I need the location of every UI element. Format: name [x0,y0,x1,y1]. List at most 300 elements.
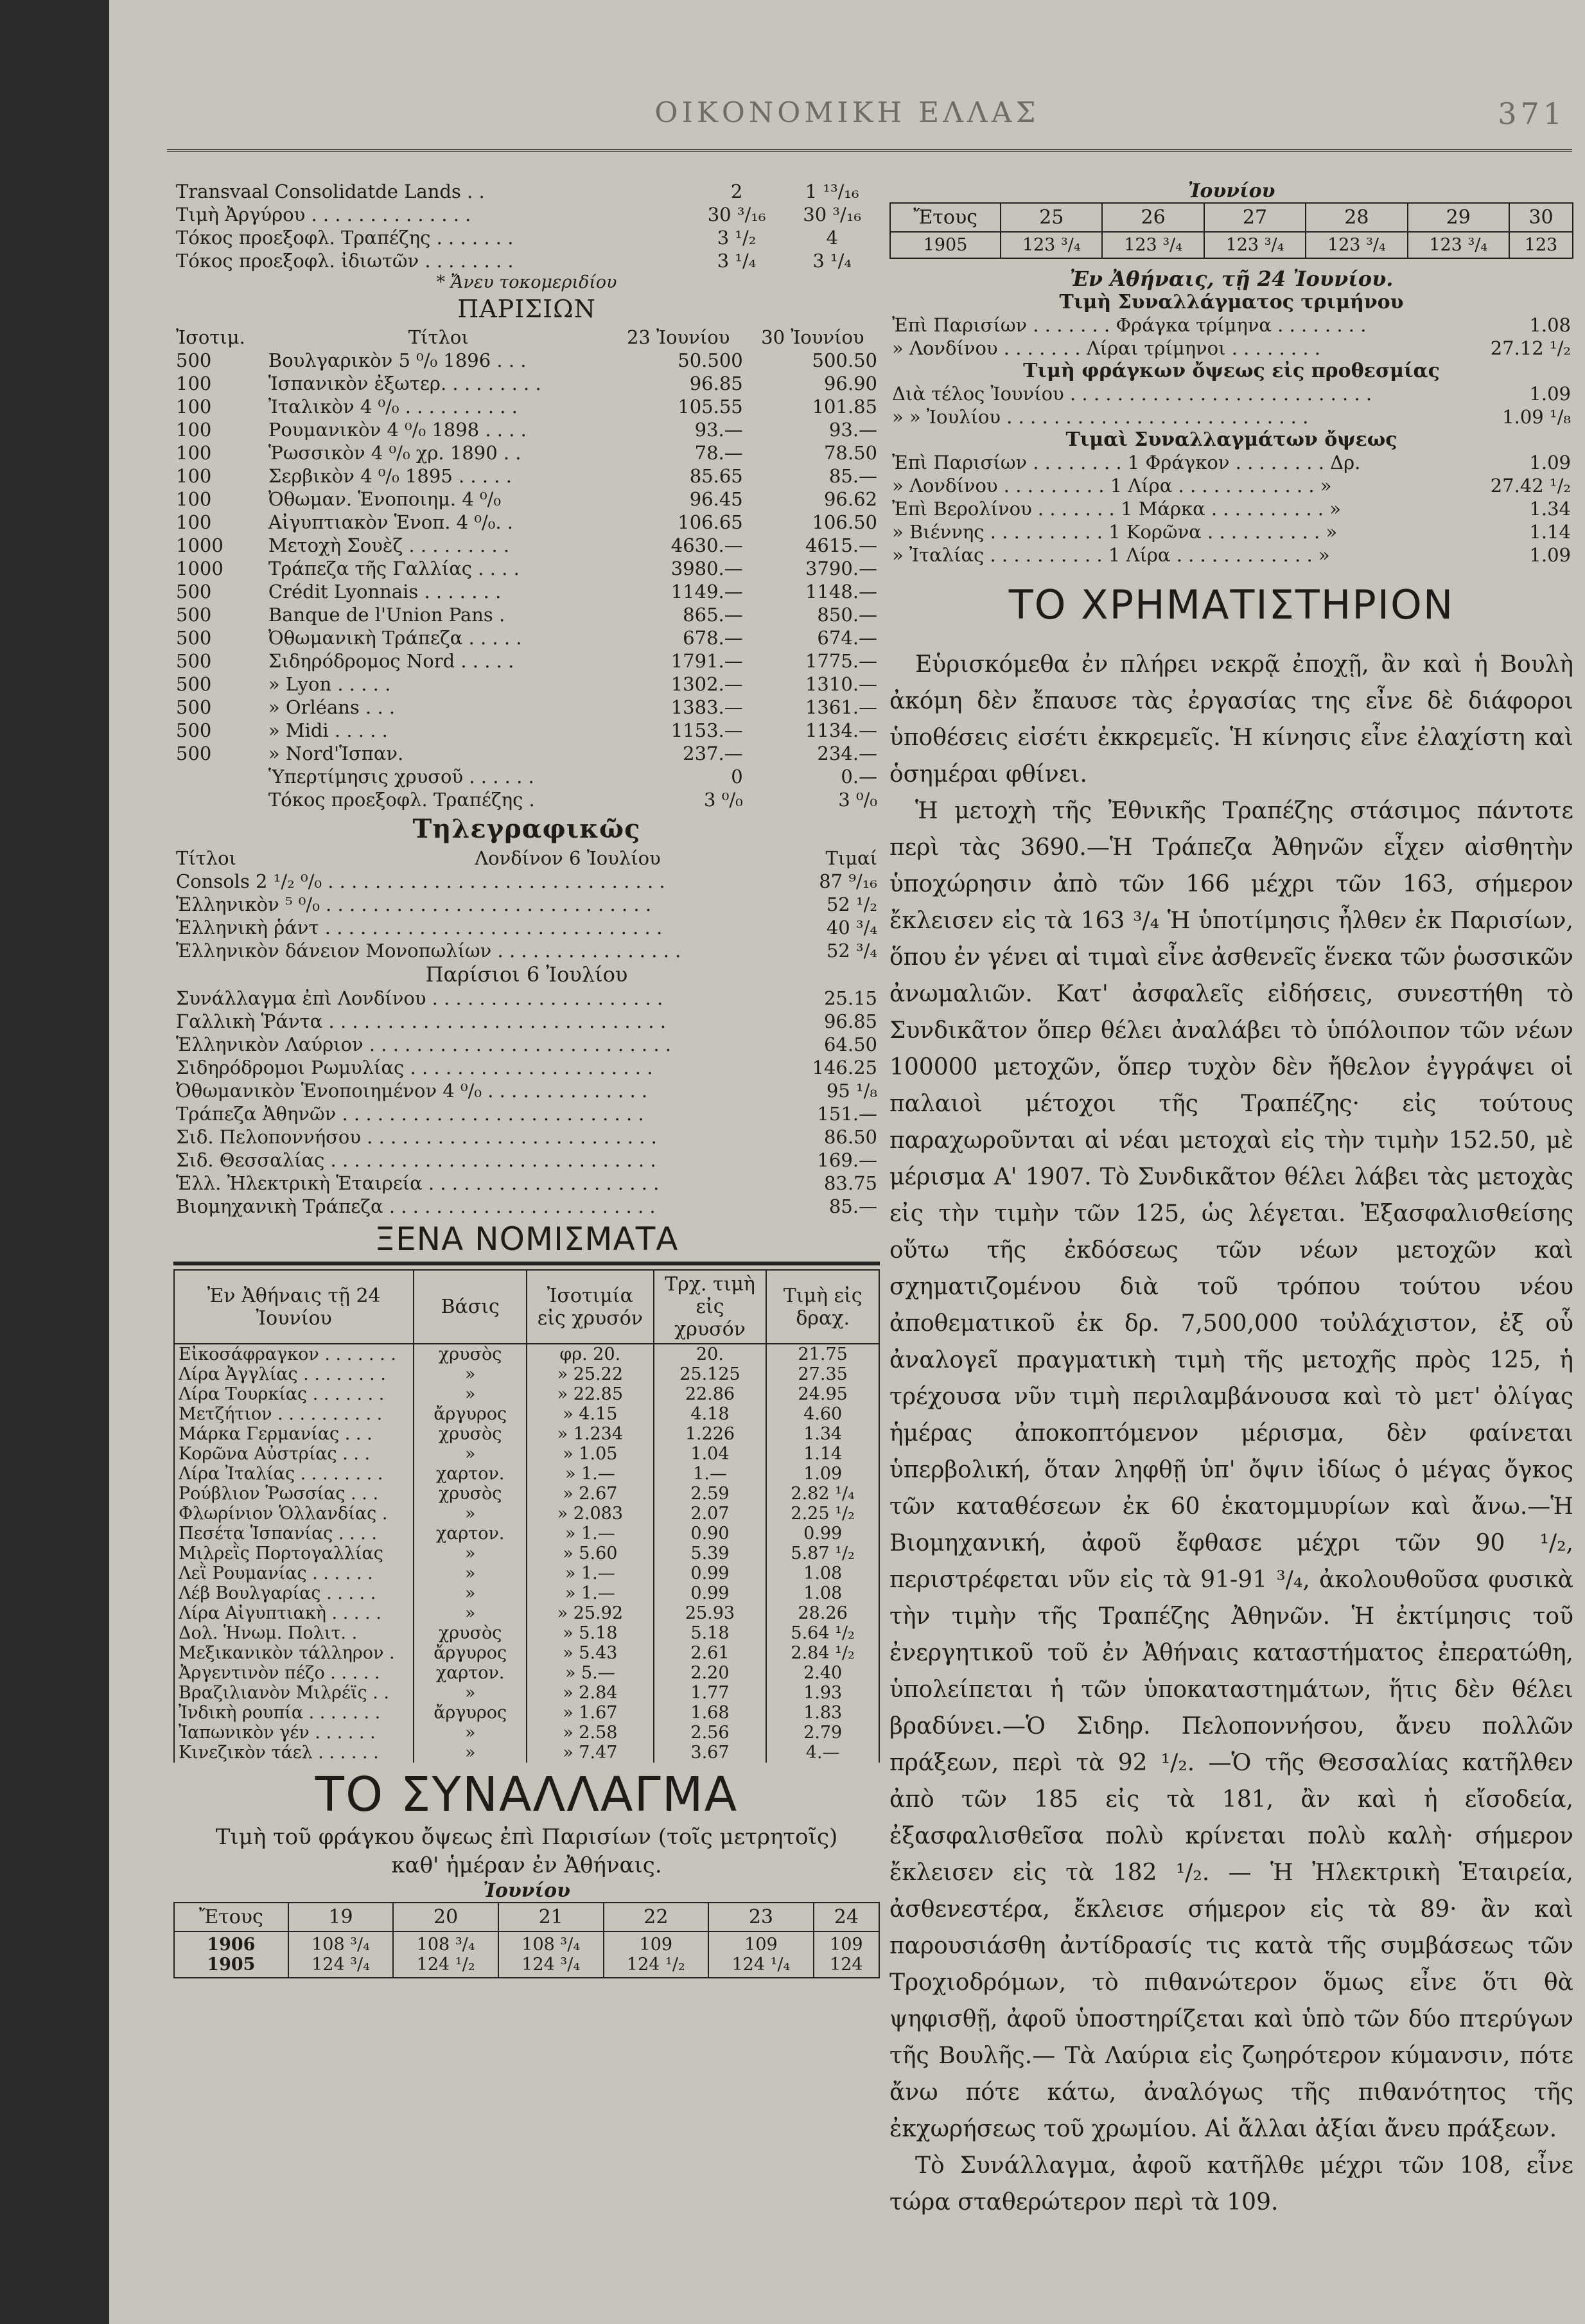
paris-face: 100 [176,511,212,533]
paris-name: Σερβικὸν 4 ⁰/₀ 1895 . . . . . [268,465,512,487]
telegraph-header [173,847,880,870]
paris-v2: 101.85 [812,396,877,418]
telegraph-paris-row [173,987,880,1010]
coin-basis: » [414,1444,527,1464]
top-list-row [173,203,880,226]
coin-dr: 1.08 [766,1563,879,1583]
sec3-value: 1.14 [1529,521,1571,543]
coin-basis: χαρτον. [414,1524,527,1544]
telegraph-paris-value: 169.— [817,1149,877,1171]
paris-face [173,765,266,788]
coin-name: Κορῶνα Αὐστρίας . . . [174,1444,414,1464]
coin-dr: 5.87 ¹/₂ [766,1544,879,1563]
paris-face: 500 [176,627,212,649]
paris-row [173,788,880,811]
sec2-row [889,382,1573,405]
coin-row [174,1723,879,1743]
telegraph-value: 87 ⁹/₁₆ [819,870,877,892]
coin-curr: 20. [654,1344,767,1364]
col-date-2: 30 Ἰουνίου [761,326,864,348]
telegraph-paris-table [173,987,880,1218]
sec3-title: Τιμαὶ Συναλλαγμάτων ὄψεως [1065,428,1397,451]
paris-row [173,464,880,488]
paris-face: 100 [176,419,212,441]
top-list-label: Τόκος προεξοφλ. ἰδιωτῶν . . . . . . . . [176,250,514,272]
paris-face: 500 [176,743,212,764]
sec1-label: » Λονδίνου . . . . . . . Λίραι τρίμηνοι . . . . . . . . [892,337,1320,359]
paris-face [173,788,266,811]
article-title: ΤΟ ΧΡΗΜΑΤΙΣΤΗΡΙΟΝ [1008,581,1455,628]
paris-row [173,441,880,464]
col-face: Ἰσοτιμ. [176,326,245,348]
paris-row [173,673,880,696]
coins-h-curr: Τρχ. τιμὴ εἰς χρυσόν [654,1270,767,1344]
coin-curr: 2.56 [654,1723,767,1743]
coin-curr: 1.226 [654,1424,767,1444]
coins-top-rule [173,1262,880,1265]
coin-name: Μιλρεῒς Πορτογαλλίας [174,1544,414,1563]
coin-basis: » [414,1683,527,1703]
sec1-label: Ἐπὶ Παρισίων . . . . . . . Φράγκα τρίμηνα . . . . . . . . [892,314,1367,336]
foreign-coins-title: ΞΕΝΑ ΝΟΜΙΣΜΑΤΑ [374,1220,679,1258]
top-list-a: 3 ¹/₂ [717,227,757,249]
exchange-right-day: 26 [1102,203,1204,232]
coin-row [174,1464,879,1484]
top-list-a: 3 ¹/₄ [717,250,757,272]
exchange-right-day: 30 [1509,203,1573,232]
coin-name: Λεῒ Ρουμανίας . . . . . . [174,1563,414,1583]
exchange-value-1906: 109 [744,1935,778,1955]
exchange-cell [498,1932,604,1978]
top-list-b: 1 ¹³/₁₆ [805,180,859,202]
paris-v1: 678.— [683,627,743,649]
sec3-value: 1.09 [1529,544,1571,566]
paris-v1: 3980.— [670,558,743,579]
coin-basis: » [414,1603,527,1623]
coin-row [174,1364,879,1384]
sec2-value: 1.09 [1529,383,1571,405]
coins-h-place: Ἐν Ἀθήναις τῇ 24 Ἰουνίου [174,1270,414,1344]
paris-v2: 234.— [817,743,877,764]
exchange-right-value: 123 ³/₄ [1408,232,1509,258]
paris-name: Ἱσπανικὸν ἐξωτερ. . . . . . . . . [268,373,541,394]
coin-basis: χαρτον. [414,1464,527,1484]
sec2-title: Τιμὴ φράγκων ὄψεως εἰς προθεσμίας [1023,360,1440,382]
coin-parity: » 4.15 [527,1404,654,1424]
coin-row [174,1424,879,1444]
telegraph-paris-value: 96.85 [823,1010,877,1032]
telegraph-paris-name: Ἑλλ. Ἠλεκτρικὴ Ἑταιρεία . . . . . . . . . . . . . . . . . . . . [176,1172,660,1194]
coin-curr: 3.67 [654,1743,767,1763]
sec3-value: 1.34 [1529,498,1571,520]
exchange-right-value: 123 [1509,232,1573,258]
paris-row [173,511,880,534]
telegraph-value: 52 ¹/₂ [826,894,877,915]
exchange-value-1906: 109 [639,1935,673,1955]
paris-v2: 1361.— [805,696,877,718]
article-paragraph: Ἡ μετοχὴ τῆς Ἐθνικῆς Τραπέζης στάσιμος πάντοτε περὶ τὰς 3690.—Ἡ Τράπεζα Ἀθηνῶν εἶχεν αἰσθητὴν ὑποχώρησιν ἀπὸ τῶν 166 μέχρι τῶν 163, σήμερον ἔκλεισεν εἰς τὰ 163 ³/₄ Ἡ ὑποτίμησις ἦλθεν ἐκ Παρισίων, ὅπου ἐν γένει αἱ τιμαὶ εἶνε ἀσθενεῖς ἕνεκα τῶν ῥωσσικῶν ἀνωμαλιῶν. Κατ' ἀσφαλεῖς εἰδήσεις, συνεστήθη τὸ Συνδικᾶτον ὅπερ θέλει ἀναλάβει τὸ ὑπόλοιπον τῶν νέων 100000 μετοχῶν, ὅπερ τυχὸν δὲν ἤθελον ἐγγράψει οἱ παλαιοὶ μέτοχοι τῆς Τραπέζης· εἰς τούτους παραχωροῦνται αἱ νέαι μετοχαὶ εἰς τὴν τιμὴν 152.50, μὲ μέρισμα Α' 1907. Τὸ Συνδικᾶτον θέλει λάβει τὰς μετοχὰς εἰς τὴν τιμὴν τῶν 125, ὡς λέγεται. Ἐξασφαλισθείσης οὕτω τῆς ἐκδόσεως τῶν νέων μετοχῶν καὶ σχηματιζομένου διὰ τοῦ τρόπου τούτου νέου ἀποθεματικοῦ ἐκ δρ. 7,500,000 τοὐλάχιστον, ἐξ οὗ ἀναλογεῖ πραγματικὴ τιμὴ τῆς μετοχῆς πρὸς 125, ἡ τρέχουσα νῦν τιμὴ περιλαμβάνουσα καὶ τὸ μετ' ὀλίγας ἡμέρας ἀποκοπτόμενον μέρισμα, δὲν φαίνεται ὑπερβολική, ὅταν ληφθῇ ὑπ' ὄψιν ἰδίως ὁ μέγας ὄγκος τῶν καταθέσεων ἐκ 60 ἑκατομμυρίων καὶ ἄνω.—Ἡ Βιομηχανική, ἀφοῦ ἔφθασε μέχρι τῶν 90 ¹/₂, περιστρέφεται νῦν εἰς τὰ 91-91 ³/₄, ἀκολουθοῦσα φυσικὰ τὴν τιμὴν τῆς Τραπέζης Ἀθηνῶν. Ἡ ἐκτίμησις τοῦ ἐνεργητικοῦ τοῦ ἐν Ἀθήναις καταστήματος ἐπερατώθη, ὑπολείπεται ἡ τῶν ὑποκαταστημάτων, ἥτις δὲν θέλει βραδύνει.—Ὁ Σιδηρ. Πελοποννήσου, ἄνευ πολλῶν πράξεων, περὶ τὰ 92 ¹/₂. —Ὁ τῆς Θεσσαλίας κατῆλθεν ἀπὸ τῶν 185 εἰς τὰ 181, ἂν καὶ ἡ εἴσοδεία, ἐξασφαλισθεῖσα πολὺ κρίνεται πολὺ καλὴ· σήμερον ἔκλεισεν εἰς τὰ 182 ¹/₂. — Ἡ Ἠλεκτρικὴ Ἑταιρεία, ἀσθενεστέρα, ἔκλεισε σήμερον εἰς τὰ 89· ἂν καὶ παρουσιάσθη ἀντίδρασίς τις κατὰ τῆς συμβάσεως τῶν Τροχιοδρόμων, τὸ πιθανώτερον ὅμως εἶνε ὅτι θὰ ψηφισθῇ, ἀφοῦ ὑποστηρίζεται καὶ ὑπὸ τῶν δύο πτερύγων τῆς Βουλῆς.— Τὰ Λαύρια εἰς ζωηρότερον κύμανσιν, πότε ἄνω πότε κάτω, ἀναλόγως τῆς πιθανότητος τῆς ἐκχωρήσεως τοῦ χρωμίου. Αἱ ἄλλαι ἀξίαι ἄνευ πράξεων. [889,798,1573,2142]
coin-row [174,1583,879,1603]
telegraph-name: Ἑλληνικὸν δάνειον Μονοπωλίων . . . . . . . . . . . . . . . . [176,940,681,962]
telegraph-paris-row [173,1010,880,1033]
sec3-row [889,543,1573,567]
telegraph-paris-row [173,1149,880,1172]
coin-basis: » [414,1723,527,1743]
paris-v1: 50.500 [678,349,743,371]
paris-v2: 85.— [828,465,877,487]
exchange-cell [604,1932,709,1978]
coins-h-drachma: Τιμὴ εἰς δραχ. [766,1270,879,1344]
coin-curr: 25.93 [654,1603,767,1623]
paris-title: ΠΑΡΙΣΙΩΝ [457,295,596,323]
paris-face: 100 [176,396,212,418]
telegraph-paris-value: 95 ¹/₈ [826,1080,877,1102]
paris-header [173,326,880,349]
exchange-right-day: 25 [1001,203,1102,232]
paris-face: 500 [176,673,212,695]
telegraph-paris-value: 86.50 [823,1126,877,1148]
coin-dr: 2.82 ¹/₄ [766,1484,879,1504]
coin-parity: » 1.— [527,1464,654,1484]
article-paragraph: Τὸ Συνάλλαγμα, ἀφοῦ κατῆλθε μέχρι τῶν 108, εἶνε τώρα σταθερώτερον περὶ τὰ 109. [889,2152,1573,2215]
coin-parity: » 5.43 [527,1643,654,1663]
coin-dr: 21.75 [766,1344,879,1364]
paris-v1: 93.— [694,419,743,441]
telegraph-paris-row [173,1033,880,1056]
exchange-cell [288,1932,394,1978]
telegraph-name: Ἑλληνικὸν ⁵ ⁰/₀ . . . . . . . . . . . . . . . . . . . . . . . . . . . . [176,894,652,915]
telegraph-paris-value: 64.50 [823,1034,877,1055]
telegraph-value: 40 ³/₄ [826,917,877,938]
article-paragraph: Εὑρισκόμεθα ἐν πλήρει νεκρᾷ ἐποχῇ, ἂν καὶ ἡ Βουλὴ ἀκόμη δὲν ἔπαυσε τὰς ἐργασίας της εἶνε δὲ διάφοροι ὑποθέσεις εἰσέτι ἐκκρεμεῖς. Ἡ κίνησις εἶνε ἐλαχίστη καὶ ὁσημέραι φθίνει. [889,651,1573,788]
paris-name: Ἰταλικὸν 4 ⁰/₀ . . . . . . . . . . [268,396,518,418]
coin-name: Εἰκοσάφραγκον . . . . . . . [174,1344,414,1364]
exchange-title: ΤΟ ΣΥΝΑΛΛΑΓΜΑ [315,1767,739,1822]
exchange-subtitle-1: Τιμὴ τοῦ φράγκου ὄψεως ἐπὶ Παρισίων (τοῖς μετρητοῖς) [215,1824,838,1850]
paris-row [173,696,880,719]
exchange-right-day: 28 [1306,203,1407,232]
paris-face: 500 [176,581,212,603]
exchange-right-value: 123 ³/₄ [1306,232,1407,258]
coin-basis: ἄργυρος [414,1643,527,1663]
paris-table [173,326,880,811]
paris-v1: 237.— [683,743,743,764]
telegraph-paris-name: Σιδηρόδρομοι Ρωμυλίας . . . . . . . . . . . . . . . . . . . . . [176,1057,653,1078]
top-list-label: Transvaal Consolidatde Lands . . [176,180,485,202]
coin-basis: χρυσὸς [414,1484,527,1504]
exchange-month: Ἰουνίου [483,1879,570,1902]
paris-name: Ὑπερτίμησις χρυσοῦ . . . . . . [268,766,534,788]
sec3-label: » Λονδίνου . . . . . . . . . 1 Λίρα . . . . . . . . . . . . » [892,475,1332,497]
telegraph-paris-name: Ὀθωμανικὸν Ἑνοποιημένον 4 ⁰/₀ . . . . . . . . . . . . . . [176,1080,648,1102]
coin-dr: 2.40 [766,1663,879,1683]
exchange-right-value: 123 ³/₄ [1001,232,1102,258]
paris-v1: 4630.— [670,534,743,556]
coin-basis: » [414,1544,527,1563]
paris-v2: 78.50 [823,442,877,464]
paris-v2: 1775.— [805,650,877,672]
paris-name: Βουλγαρικὸν 5 ⁰/₀ 1896 . . . [268,349,527,371]
col-date-1: 23 Ἰουνίου [626,326,730,348]
coin-basis: ἄργυρος [414,1703,527,1723]
coin-curr: 1.68 [654,1703,767,1723]
telegraph-paris-value: 151.— [817,1103,877,1125]
exchange-value-1906: 108 ³/₄ [521,1935,581,1955]
page-header [109,96,1585,154]
coin-dr: 1.08 [766,1583,879,1603]
coin-parity: » 5.60 [527,1544,654,1563]
coin-curr: 5.18 [654,1623,767,1643]
top-list-b: 3 ¹/₄ [812,250,852,272]
coin-curr: 2.61 [654,1643,767,1663]
paris-row [173,649,880,673]
coin-curr: 2.07 [654,1504,767,1524]
header-rule [167,149,1572,152]
paris-face: 500 [176,650,212,672]
paris-v2: 96.90 [823,373,877,394]
coin-basis: » [414,1384,527,1404]
journal-page [109,0,1585,2324]
coins-h-basis: Βάσις [414,1270,527,1344]
exchange-left-header [174,1903,879,1932]
coin-dr: 28.26 [766,1603,879,1623]
coin-name: Κινεζικὸν τάελ . . . . . . [174,1743,414,1763]
paris-v1: 1153.— [670,719,743,741]
paris-row [173,603,880,626]
coin-row [174,1743,879,1763]
paris-v2: 3790.— [805,558,877,579]
exchange-left-values [174,1932,879,1978]
paris-v1: 85.65 [689,465,743,487]
coin-row [174,1683,879,1703]
telegraph-value: 52 ³/₄ [826,940,877,962]
coin-parity: » 2.84 [527,1683,654,1703]
paris-v1: 1383.— [670,696,743,718]
paris-row [173,418,880,441]
coin-row [174,1643,879,1663]
coin-curr: 2.59 [654,1484,767,1504]
coin-name: Ρούβλιον Ῥωσσίας . . . [174,1484,414,1504]
coin-row [174,1603,879,1623]
coin-name: Λέβ Βουλγαρίας . . . . . [174,1583,414,1603]
paris-name: Ὀθωμανικὴ Τράπεζα . . . . . [268,627,522,649]
paris-face: 500 [176,349,212,371]
coin-row [174,1484,879,1504]
top-list-label: Τόκος προεξοφλ. Τραπέζης . . . . . . . [176,227,514,249]
coin-basis: » [414,1504,527,1524]
paris-v1: 96.45 [689,488,743,510]
paris-v2: 1310.— [805,673,877,695]
top-list-a: 30 ³/₁₆ [707,204,766,225]
coin-parity: » 1.— [527,1524,654,1544]
paris-name: » Orléans . . . [268,696,396,718]
coin-parity: » 1.05 [527,1444,654,1464]
coin-row [174,1703,879,1723]
exchange-right-day: 27 [1204,203,1306,232]
coin-row [174,1344,879,1364]
paris-name: Crédit Lyonnais . . . . . . . [268,581,502,603]
paris-v2: 500.50 [812,349,877,371]
sec3-label: » Ἰταλίας . . . . . . . . . . 1 Λίρα . . . . . . . . . . . . » [892,544,1330,566]
exchange-right-year-label: Ἔτους [890,203,1001,232]
coin-name: Ἰαπωνικὸν γέν . . . . . . [174,1723,414,1743]
paris-row [173,349,880,372]
exchange-value-1905: 124 [830,1955,863,1975]
sec3-row [889,520,1573,543]
tele-col-1: Τίτλοι [176,847,236,869]
sec1-row [889,313,1573,337]
coins-h-parity: Ἰσοτιμία εἰς χρυσόν [527,1270,654,1344]
sec3-label: Ἐπὶ Παρισίων . . . . . . . . 1 Φράγκον . . . . . . . . Δρ. [892,452,1361,473]
sec3-row [889,497,1573,520]
foreign-coins-table [173,1269,880,1763]
paris-v1: 865.— [683,604,743,626]
coin-curr: 1.04 [654,1444,767,1464]
telegraph-paris-name: Σιδ. Θεσσαλίας . . . . . . . . . . . . . . . . . . . . . . . . . . . . [176,1149,656,1171]
paris-face: 100 [176,442,212,464]
coin-name: Λίρα Ἀγγλίας . . . . . . . . [174,1364,414,1384]
exchange-day: 22 [604,1903,709,1932]
paris-v2: 1134.— [805,719,877,741]
coin-basis: » [414,1563,527,1583]
telegraph-row [173,870,880,893]
exchange-left-table [173,1902,880,1978]
sec1-row [889,337,1573,360]
exchange-years [174,1932,288,1978]
coins-header [174,1270,879,1344]
coin-dr: 1.34 [766,1424,879,1444]
article-body [889,646,1573,2221]
sec2-label: Διὰ τέλος Ἰουνίου . . . . . . . . . . . . . . . . . . . . . . . . . . [892,383,1372,405]
top-list-row [173,180,880,203]
coin-row [174,1544,879,1563]
paris-v2: 4615.— [805,534,877,556]
telegraph-paris-value: 25.15 [823,987,877,1009]
telegraph-paris-name: Γαλλικὴ Ῥάντα . . . . . . . . . . . . . . . . . . . . . . . . . . . . . [176,1010,666,1032]
paris-v1: 96.85 [689,373,743,394]
paris-row [173,534,880,557]
sec2-row [889,405,1573,428]
right-column [889,180,1573,2221]
exchange-right-year: 1905 [890,232,1001,258]
exchange-cell [393,1932,498,1978]
paris-v1: 3 ⁰/₀ [704,789,743,811]
col-title: Τίτλοι [408,326,469,348]
paris-name: Ρουμανικὸν 4 ⁰/₀ 1898 . . . . [268,419,527,441]
coin-basis: χρυσὸς [414,1424,527,1444]
exchange-right-month: Ἰουνίου [1187,180,1275,202]
coin-curr: 25.125 [654,1364,767,1384]
paris-name: Τόκος προεξοφλ. Τραπέζης . [268,789,535,811]
coin-dr: 24.95 [766,1384,879,1404]
telegraph-paris-name: Ἑλληνικὸν Λαύριον . . . . . . . . . . . . . . . . . . . . . . . . . . [176,1034,671,1055]
coin-dr: 4.— [766,1743,879,1763]
telegraph-title: Τηλεγραφικῶς [412,814,641,844]
telegraph-paris-row [173,1079,880,1102]
coin-parity: φρ. 20. [527,1344,654,1364]
paris-name: » Lyon . . . . . [268,673,391,695]
sec1-table [889,313,1573,360]
exchange-right-value: 123 ³/₄ [1204,232,1306,258]
paris-name: Ὀθωμαν. Ἑνοποιημ. 4 ⁰/₀ [268,488,502,510]
telegraph-row [173,893,880,916]
coin-name: Φλωρίνιον Ὁλλανδίας . [174,1504,414,1524]
paris-name: Αἰγυπτιακὸν Ἑνοπ. 4 ⁰/₀. . [268,511,514,533]
exchange-day: 21 [498,1903,604,1932]
coin-basis: » [414,1743,527,1763]
exchange-day: 24 [814,1903,879,1932]
exchange-day: 20 [393,1903,498,1932]
paris-row [173,580,880,603]
coin-row [174,1404,879,1424]
top-list [173,180,880,272]
paris-v2: 106.50 [812,511,877,533]
paris-row [173,719,880,742]
paris-row [173,557,880,580]
exchange-value-1905: 124 ³/₄ [311,1955,370,1975]
exchange-year-1906: 1906 [207,1935,256,1955]
telegraph-paris-value: 85.— [828,1195,877,1217]
telegraph-name: Consols 2 ¹/₂ ⁰/₀ . . . . . . . . . . . . . . . . . . . . . . . . . . . . . [176,870,665,892]
paris-row [173,395,880,418]
telegraph-paris-name: Βιομηχανικὴ Τράπεζα . . . . . . . . . . . . . . . . . . . . . . . [176,1195,656,1217]
coin-dr: 27.35 [766,1364,879,1384]
exchange-right-table [889,202,1573,259]
exchange-day: 19 [288,1903,394,1932]
paris-v2: 1148.— [805,581,877,603]
coin-basis: χρυσὸς [414,1344,527,1364]
coin-dr: 2.25 ¹/₂ [766,1504,879,1524]
coin-name: Ἰνδικὴ ρουπία . . . . . . . [174,1703,414,1723]
paris-face: 1000 [176,558,223,579]
sec2-table [889,382,1573,428]
exchange-year-label: Ἔτους [174,1903,288,1932]
page-number: 371 [1498,96,1566,131]
paris-face: 500 [176,604,212,626]
top-list-b: 30 ³/₁₆ [803,204,862,225]
paris-v2: 3 ⁰/₀ [838,789,877,811]
coin-name: Μεξικανικὸν τάλληρον . [174,1643,414,1663]
sec1-title: Τιμὴ Συναλλάγματος τριμήνου [1059,291,1404,313]
paris-row [173,626,880,649]
coin-curr: 0.90 [654,1524,767,1544]
paris-name: » Nord'Ἱσπαν. [268,743,404,764]
paris-v1: 78.— [694,442,743,464]
top-list-row [173,249,880,272]
coin-name: Μάρκα Γερμανίας . . . [174,1424,414,1444]
coin-curr: 0.99 [654,1563,767,1583]
coin-basis: » [414,1364,527,1384]
coin-parity: » 7.47 [527,1743,654,1763]
coin-dr: 1.09 [766,1464,879,1484]
coin-dr: 0.99 [766,1524,879,1544]
paris-face: 100 [176,488,212,510]
coin-curr: 4.18 [654,1404,767,1424]
coin-curr: 0.99 [654,1583,767,1603]
paris-row [173,488,880,511]
coin-curr: 2.20 [654,1663,767,1683]
exchange-value-1905: 124 ¹/₄ [731,1955,791,1975]
telegraph-name: Ἑλληνικὴ ῥάντ . . . . . . . . . . . . . . . . . . . . . . . . . . . . . [176,917,663,938]
paris-v2: 0.— [841,766,877,788]
sec1-value: 1.08 [1529,314,1571,336]
sec3-value: 1.09 [1529,452,1571,473]
telegraph-paris-value: 83.75 [823,1172,877,1194]
coin-row [174,1663,879,1683]
paris-v1: 1149.— [670,581,743,603]
coin-name: Λίρα Τουρκίας . . . . . . . [174,1384,414,1404]
telegraph-row [173,939,880,962]
